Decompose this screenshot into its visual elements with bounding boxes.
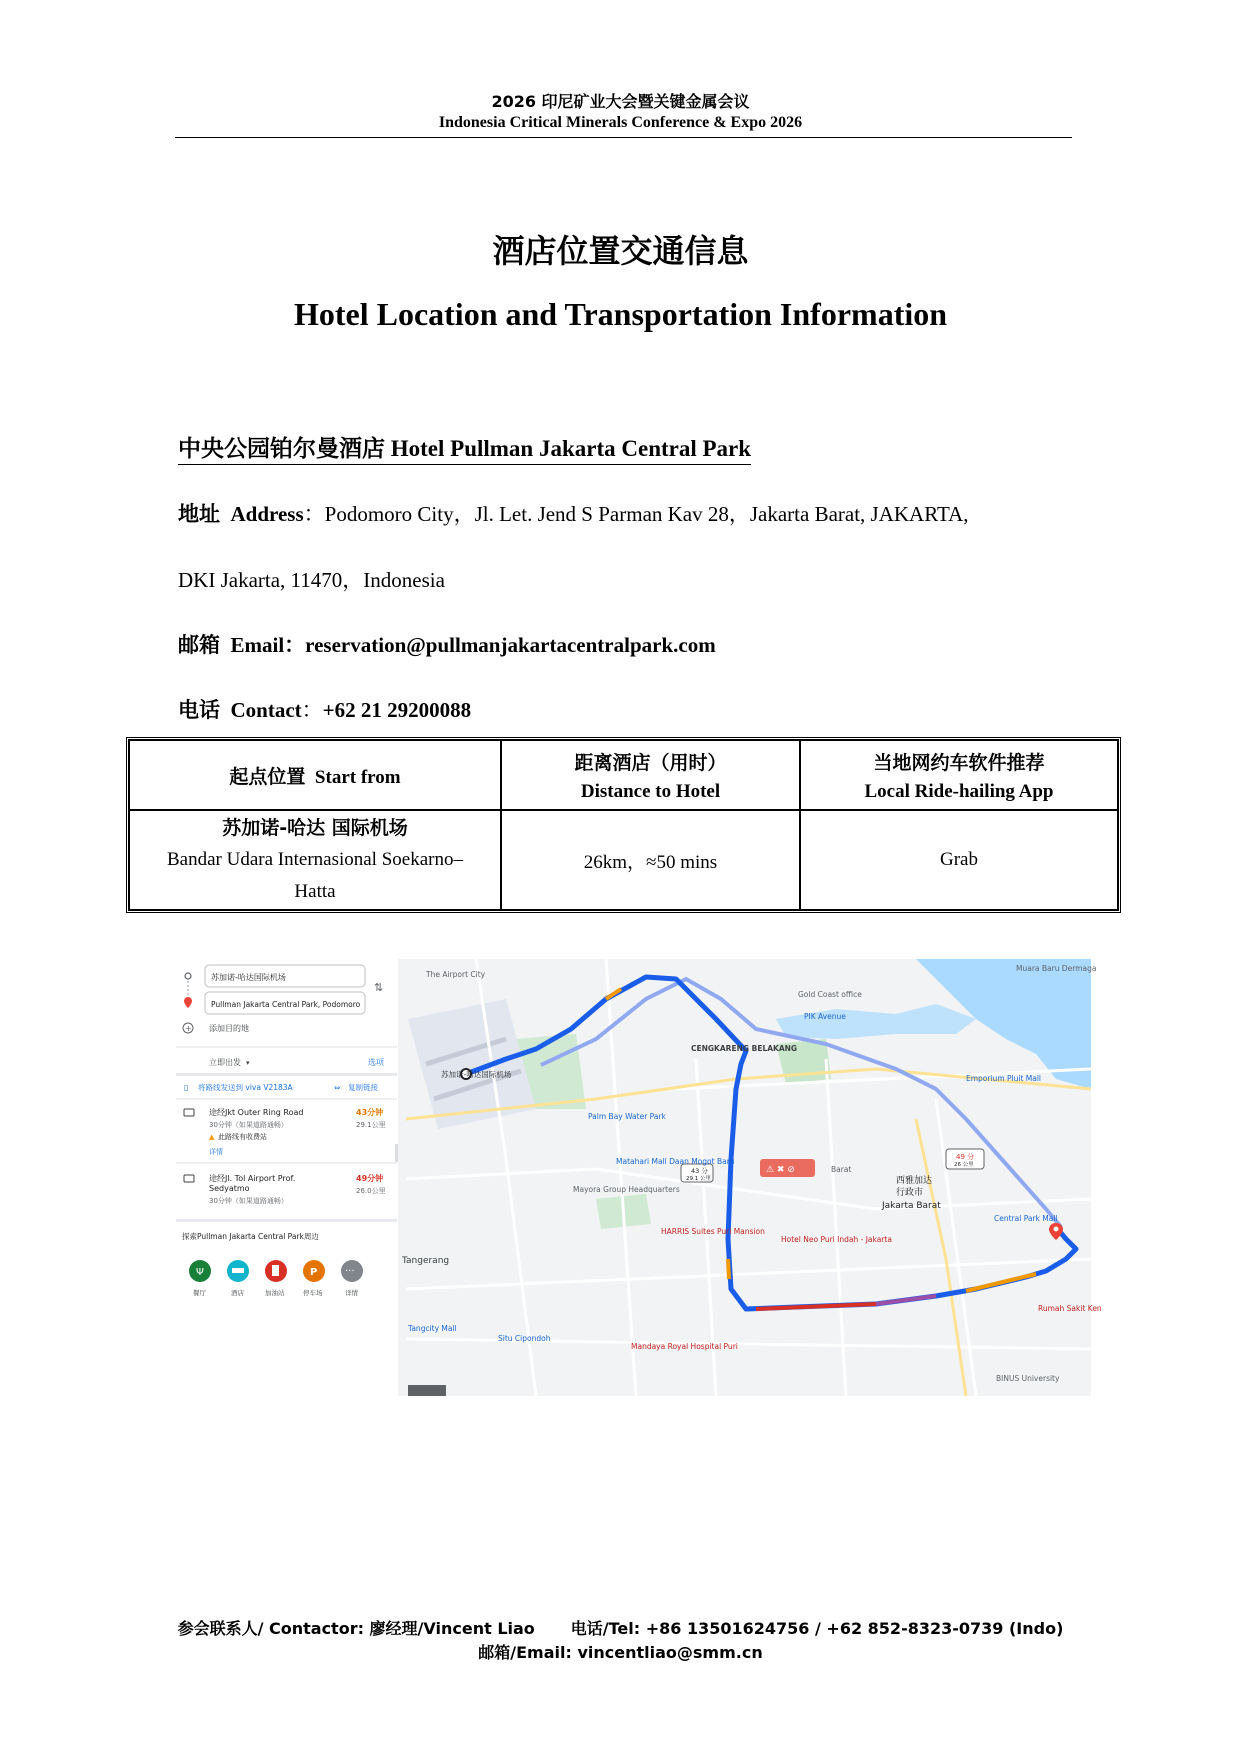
map-label: The Airport City bbox=[426, 970, 486, 979]
cell-start: 苏加诺-哈达 国际机场 Bandar Udara Internasional Soekarno– Hatta bbox=[129, 810, 501, 910]
map-label: Palm Bay Water Park bbox=[588, 1112, 666, 1121]
svg-text:Ψ: Ψ bbox=[196, 1267, 204, 1278]
link-icon: ⇔ bbox=[334, 1083, 341, 1092]
map-label: Mayora Group Headquarters bbox=[573, 1185, 680, 1194]
route2-title-2: Sedyatmo bbox=[209, 1184, 250, 1193]
svg-text:P: P bbox=[310, 1267, 318, 1278]
route1-title[interactable]: 途经Jkt Outer Ring Road bbox=[209, 1108, 304, 1117]
map-label: Mandaya Royal Hospital Puri bbox=[631, 1342, 738, 1351]
transport-table bbox=[126, 737, 1121, 913]
map-label: HARRIS Suites Puri Mansion bbox=[661, 1227, 765, 1236]
map-label: Muara Baru Dermaga bbox=[1016, 964, 1097, 973]
email-label-en: Email bbox=[230, 633, 285, 657]
hotel-name-cn: 中央公园铂尔曼酒店 bbox=[178, 436, 385, 462]
options-button[interactable]: 选项 bbox=[368, 1058, 384, 1067]
svg-text:···: ··· bbox=[345, 1266, 355, 1277]
map-label: Situ Cipondoh bbox=[498, 1334, 551, 1343]
map-label: Hotel Neo Puri Indah - Jakarta bbox=[781, 1235, 892, 1244]
chevron-down-icon: ▾ bbox=[246, 1059, 250, 1067]
route-tag-time: 43 分 bbox=[691, 1167, 708, 1175]
route2-distance: 26.0公里 bbox=[356, 1187, 386, 1195]
contact-value: +62 21 29200088 bbox=[322, 698, 472, 722]
category-restaurant: 餐厅 bbox=[193, 1289, 206, 1297]
map-label: 行政市 bbox=[896, 1188, 924, 1198]
map-label: Gold Coast office bbox=[798, 990, 862, 999]
map-label: CENGKARENG BELAKANG bbox=[691, 1044, 798, 1053]
route-tag-distance: 26 公里 bbox=[954, 1162, 974, 1168]
add-destination-link[interactable]: 添加目的地 bbox=[209, 1024, 249, 1033]
map-area[interactable] bbox=[398, 959, 1102, 1396]
route1-distance: 29.1公里 bbox=[356, 1121, 386, 1129]
warning-icon: ▲ bbox=[209, 1133, 215, 1141]
route1-details-link[interactable]: 详情 bbox=[209, 1148, 223, 1156]
contact-line: 电话 Contact：+62 21 29200088 bbox=[178, 698, 472, 722]
category-details: 详情 bbox=[345, 1289, 358, 1297]
header-start: 起点位置 Start from bbox=[129, 740, 501, 810]
footer-email: 邮箱/Email: vincentliao@smm.cn bbox=[478, 1643, 763, 1662]
destination-input-text: Pullman Jakarta Central Park, Podomoro bbox=[211, 1000, 361, 1009]
route2-title[interactable]: 途经Jl. Tol Airport Prof. bbox=[209, 1174, 296, 1183]
map-label: 西雅加达 bbox=[896, 1176, 933, 1186]
hotel-name-en: Hotel Pullman Jakarta Central Park bbox=[390, 436, 752, 461]
table-row bbox=[129, 810, 1118, 910]
header-distance: 距离酒店（用时） Distance to Hotel bbox=[501, 740, 800, 810]
address-value-1: Podomoro City，Jl. Let. Jend S Parman Kav 28，Jakarta Barat, JAKARTA, bbox=[324, 502, 969, 526]
cell-app: Grab bbox=[800, 810, 1118, 910]
phone-icon: ▯ bbox=[184, 1083, 189, 1092]
address-line-2: DKI Jakarta, 11470，Indonesia bbox=[178, 568, 445, 592]
email-label-cn: 邮箱 bbox=[178, 633, 220, 657]
incident-icon: ⚠ ✖ ⊘ bbox=[766, 1165, 795, 1175]
map-label: Jakarta Barat bbox=[882, 1201, 941, 1211]
table-header-row bbox=[129, 740, 1118, 810]
contact-label-cn: 电话 bbox=[178, 698, 220, 722]
route-map-screenshot bbox=[176, 959, 1102, 1396]
conference-title-cn: 2026 印尼矿业大会暨关键金属会议 bbox=[491, 92, 750, 111]
route-tag-distance: 29.1 公里 bbox=[686, 1176, 711, 1182]
map-label: Central Park Mall bbox=[994, 1214, 1058, 1223]
contact-label-en: Contact bbox=[230, 698, 302, 722]
copy-link-button[interactable]: 复制链接 bbox=[348, 1083, 378, 1092]
route1-typical: 30分钟（如果道路通畅） bbox=[209, 1121, 288, 1129]
hotel-name bbox=[178, 430, 751, 465]
address-label-en: Address bbox=[230, 502, 304, 526]
page-title-en: Hotel Location and Transportation Information bbox=[293, 296, 948, 332]
panel-separator bbox=[176, 1073, 397, 1076]
category-hotel: 酒店 bbox=[231, 1289, 244, 1297]
map-label: Rumah Sakit Ken bbox=[1038, 1304, 1102, 1313]
map-label: Tangerang bbox=[402, 1256, 450, 1266]
explore-nearby-title: 探索Pullman Jakarta Central Park周边 bbox=[182, 1232, 319, 1241]
route2-typical: 30分钟（如果道路通畅） bbox=[209, 1197, 288, 1205]
footer-contact-line bbox=[0, 1616, 1241, 1639]
airport-label: 苏加诺-哈达国际机场 bbox=[441, 1070, 512, 1079]
address-line-1: 地址 Address：Podomoro City，Jl. Let. Jend S Parman Kav 28，Jakarta Barat, JAKARTA, bbox=[178, 502, 969, 526]
swap-icon[interactable]: ⇅ bbox=[374, 981, 384, 994]
address-label-cn: 地址 bbox=[178, 502, 220, 526]
header-divider bbox=[175, 137, 1072, 138]
map-label: PIK Avenue bbox=[804, 1012, 846, 1021]
header-app: 当地网约车软件推荐 Local Ride-hailing App bbox=[800, 740, 1118, 810]
conference-title-en: Indonesia Critical Minerals Conference & Expo 2026 bbox=[438, 114, 803, 131]
svg-text:+: + bbox=[185, 1024, 192, 1033]
page-title-cn: 酒店位置交通信息 bbox=[492, 232, 749, 270]
cell-distance: 26km，≈50 mins bbox=[501, 810, 800, 910]
send-to-phone-link[interactable]: 将路线发送到 viva V2183A bbox=[198, 1083, 293, 1092]
depart-now-dropdown[interactable]: 立即出发 bbox=[209, 1058, 241, 1067]
map-label: Tangcity Mall bbox=[408, 1324, 457, 1333]
origin-input-text: 苏加诺-哈达国际机场 bbox=[211, 973, 286, 982]
map-label: BINUS University bbox=[996, 1374, 1060, 1383]
route1-duration: 43分钟 bbox=[356, 1108, 384, 1117]
map-label: Matahari Mall Daan Mogot Baru bbox=[616, 1157, 735, 1166]
route2-duration: 49分钟 bbox=[356, 1174, 384, 1183]
footer-contactor: 参会联系人/ Contactor: 廖经理/Vincent Liao bbox=[177, 1619, 535, 1638]
route-tag-time: 49 分 bbox=[956, 1153, 975, 1161]
layers-thumbnail[interactable] bbox=[408, 1385, 446, 1396]
category-parking: 停车场 bbox=[303, 1289, 323, 1297]
footer-tel: 电话/Tel: +86 13501624756 / +62 852-8323-0739 (Indo) bbox=[570, 1619, 1064, 1638]
email-line: 邮箱 Email：reservation@pullmanjakartacentralpark.com bbox=[178, 633, 716, 657]
collapse-handle[interactable] bbox=[395, 1144, 398, 1162]
route1-warning: 此路线有收费站 bbox=[218, 1133, 267, 1141]
map-label: Barat bbox=[831, 1165, 852, 1174]
email-value[interactable]: reservation@pullmanjakartacentralpark.com bbox=[305, 633, 716, 657]
category-gas: 加油站 bbox=[265, 1289, 285, 1297]
map-label: Emporium Pluit Mall bbox=[966, 1074, 1042, 1083]
route-map-svg bbox=[176, 959, 1102, 1396]
